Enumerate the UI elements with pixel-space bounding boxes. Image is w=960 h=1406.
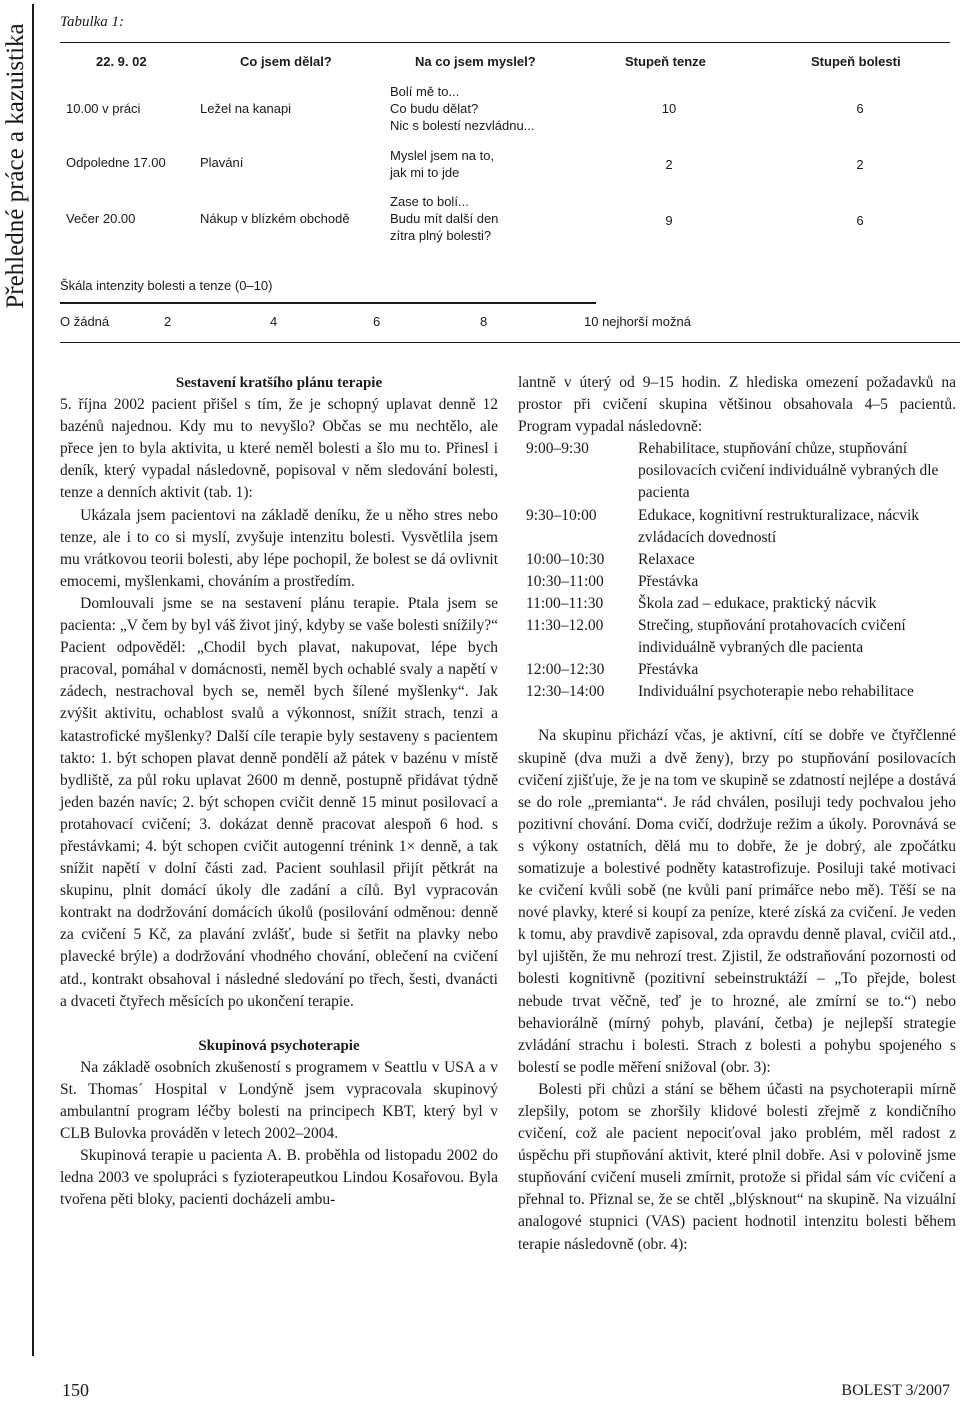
table-cell-tension: 2 xyxy=(665,157,673,172)
list-item xyxy=(518,438,956,504)
journal-name: BOLEST 3/2007 xyxy=(841,1382,950,1399)
table-header-activity: Co jsem dělal? xyxy=(240,54,332,69)
schedule-time: 12:00–12:30 xyxy=(526,661,605,679)
table-cell-pain: 6 xyxy=(856,213,864,228)
left-column xyxy=(60,372,498,1211)
list-item xyxy=(518,681,956,703)
table-cell-pain: 6 xyxy=(856,101,864,116)
section-heading: Skupinová psychoterapie xyxy=(198,1037,360,1054)
list-item xyxy=(518,571,956,593)
scale-tick: 6 xyxy=(373,314,381,329)
section-label-text: Přehledné práce a kazuistika xyxy=(2,23,29,309)
table-cell-pain: 2 xyxy=(856,157,864,172)
schedule-desc: Individuální psychoterapie nebo rehabilitace xyxy=(638,683,914,701)
paragraph: Na skupinu přichází včas, je aktivní, cítí se dobře ve čtyřčlenné skupině (dva muži a dvě ženy), brzy po stupňování posilovacích cvičení zjišťuje, že je na tom ve skupině se zdatností nejlépe a dostává se do role „premianta“. Je rád chválen, posiluji tedy pochvalou jeho pozitivní chování. Doma cvičí, dodržuje režim a úkoly. Porovnává se s výkony ostatních, dělá mu to dobře, že je dobrý, ale zpočátku somatizuje a bolestivé podněty katastrofizuje. Posiluji také motivaci ke cvičení kvůli sobě (ne kvůli paní primářce nebo mě). Těší se na nové plavky, které si koupí za peníze, které získá za cvičení. Je veden k tomu, aby pravdivě zapisoval, zda opravdu denně plaval, cvičil atd., byl ujištěn, že mu nehrozí trest. Zjistil, že odstraňování pozornosti od bolesti kognitivně (pozitivní sebeinstruktáží – „To přejde, bolest nebude trvat věčně, teď je to hrozné, ale zmírní se to.“) nebo behaviorálně (mírný pohyb, plavání, četba) je nejlepší strategie zvládání strachu i bolesti. Strach z bolesti a pohybu spojeného s bolestí se podle měření snižoval (obr. 3): xyxy=(518,727,956,1076)
scale-tick: 8 xyxy=(480,314,488,329)
paragraph: Ukázala jsem pacientovi na základě deníku, že u něho stres nebo tenze, ale i to co si myslí, zvyšuje intenzitu bolesti. Vysvětlila jsem mu vrátkovou teorii bolesti, aby lépe pochopil, že bolest se dá ovlivnit emocemi, myšlenkami, chováním a prostředím. xyxy=(60,506,498,590)
table-header-pain: Stupeň bolesti xyxy=(811,54,901,69)
scale-line xyxy=(60,302,596,304)
schedule-time: 12:30–14:00 xyxy=(526,683,605,701)
table-cell-activity: Nákup v blízkém obchodě xyxy=(200,211,350,226)
sidebar-rule xyxy=(32,4,34,1356)
table-cell-thought: Bolí mě to... Co budu dělat? Nic s bolestí nezvládnu... xyxy=(390,84,535,133)
list-item xyxy=(518,593,956,615)
scale-tick: 4 xyxy=(270,314,278,329)
list-item xyxy=(518,549,956,571)
paragraph: lantně v úterý od 9–15 hodin. Z hlediska omezení požadavků na prostor při cvičení skupina většinou obsahovala 4–5 pacientů. Program vypadal následovně: xyxy=(518,374,956,436)
paragraph: Bolesti při chůzi a stání se během účasti na psychoterapii mírně zlepšily, potom se zhoršily klidové bolesti zřejmě z kondičního cvičení, což ale pacient nepociťoval jako problém, měl radost z úspěchu při stupňování aktivit, které plnil dobře. Asi v polovině jsme stupňování cvičení museli zmírnit, protože si přidal sám víc cvičení a přehnal to. Přiznal se, že se chtěl „blýsknout“ na skupině. Na vizuální analogové stupnici (VAS) pacient hodnotil intenzitu bolesti během terapie následovně (obr. 4): xyxy=(518,1080,956,1253)
list-item xyxy=(518,615,956,659)
paragraph: Na základě osobních zkušeností s programem v Seattlu v USA a v St. Thomas´ Hospital v Londýně jsem vypracovala skupinový ambulantní program léčby bolesti na principech KBT, který byl v CLB Bulovka prováděn v letech 2002–2004. xyxy=(60,1058,498,1143)
table-cell-activity: Plavání xyxy=(200,155,244,170)
table-cell-thought: Zase to bolí... Budu mít další den zítra plný bolesti? xyxy=(390,194,499,243)
paragraph: Domlouvali jsme se na sestavení plánu terapie. Ptala jsem se pacienta: „V čem by byl váš život jiný, kdyby se vaše bolesti snížily?“ Pacient odpověděl: „Chodil bych plavat, nakupovat, lépe bych pracoval, pomáhal v domácnosti, neměl bych ochablé svaly a napětí v zádech, nestrachoval bych se, neměl bych šílené myšlenky“. Jak zvýšit aktivitu, ochablost svalů a výkonnost, snížit strach, tenzi a katastrofické myšlenky? Další cíle terapie byly sestaveny s pacientem takto: 1. být schopen plavat denně pondělí až pátek v bazénu v místě bydliště, za půl roku uplavat 2600 m denně, postupně přidávat týdně jeden bazén navíc; 2. být schopen cvičit denně 15 minut posilovací a protahovací cvičení; 3. dokázat denně pracovat alespoň 6 hod. s přestávkami; 4. být schopen cvičit autogenní trénink 1× denně, a tak snížit napětí v dolní části zad. Pacient souhlasil přijít pětkrát na skupinu, plnit domácí úkoly dle zadání a cílů. Byl vypracován kontrakt na dodržování domácích úkolů (posilování odměnou: denně za cvičení 5 Kč, za plavání zvlášť, bude si šetřit na plavky nebo plavecké brýle) a dodržování vhodného chování, oblečení na cvičení atd., kontrakt obsahoval i následné sledování po třech, šesti, dvanácti a dvaceti čtyřech měsících po ukončení terapie. xyxy=(60,594,498,1010)
table-caption: Tabulka 1: xyxy=(60,14,125,30)
scale-title: Škála intenzity bolesti a tenze (0–10) xyxy=(60,278,273,293)
scale-tick: O žádná xyxy=(60,314,110,329)
table-cell-time: 10.00 v práci xyxy=(66,101,141,116)
list-item xyxy=(518,659,956,681)
table-header-date: 22. 9. 02 xyxy=(96,54,147,69)
scale-tick: 2 xyxy=(164,314,172,329)
schedule-desc: Přestávka xyxy=(638,661,699,679)
table-header-thought: Na co jsem myslel? xyxy=(415,54,536,69)
table-cell-tension: 9 xyxy=(665,213,673,228)
schedule-desc: Strečing, stupňování protahovacích cvičení individuálně vybraných dle pacienta xyxy=(638,617,906,657)
table-cell-activity: Ležel na kanapi xyxy=(200,101,292,116)
table-cell-tension: 10 xyxy=(661,101,677,116)
schedule-time: 9:00–9:30 xyxy=(526,440,589,458)
paragraph: Skupinová terapie u pacienta A. B. proběhla od listopadu 2002 do ledna 2003 ve spolupráci s fyzioterapeutkou Lindou Kosařovou. Byla tvořena pěti bloky, pacienti docházeli ambu- xyxy=(60,1147,498,1209)
paragraph: 5. října 2002 pacient přišel s tím, že je schopný uplavat denně 12 bazénů najednou. Kdy mu to nevyšlo? Občas se mu nechtělo, ale přece jen to byla aktivita, u které neměl bolesti a šlo mu to. Přinesl i deník, který vypadal následovně, popisoval v něm sledování bolesti, tenze a denních aktivit (tab. 1): xyxy=(60,396,498,502)
schedule-time: 9:30–10:00 xyxy=(526,506,597,524)
page-number: 150 xyxy=(62,1380,89,1400)
table-top-rule xyxy=(60,42,950,43)
section-divider xyxy=(60,342,960,343)
schedule-time: 10:30–11:00 xyxy=(526,572,604,590)
schedule-desc: Relaxace xyxy=(638,550,695,568)
schedule-time: 10:00–10:30 xyxy=(526,550,605,568)
list-item xyxy=(518,505,956,549)
schedule-desc: Rehabilitace, stupňování chůze, stupňování posilovacích cvičení individuálně vybraných dle pacienta xyxy=(638,440,939,502)
schedule-list xyxy=(518,438,956,703)
table-header-tension: Stupeň tenze xyxy=(625,54,706,69)
section-heading: Sestavení kratšího plánu terapie xyxy=(175,375,383,391)
scale-tick: 10 nejhorší možná xyxy=(584,314,691,329)
table-cell-time: Odpoledne 17.00 xyxy=(66,155,166,170)
schedule-time: 11:00–11:30 xyxy=(526,594,604,612)
schedule-time: 11:30–12.00 xyxy=(526,617,604,635)
section-label xyxy=(0,0,32,332)
schedule-desc: Škola zad – edukace, praktický nácvik xyxy=(638,594,877,612)
schedule-desc: Přestávka xyxy=(638,572,699,590)
right-column xyxy=(518,372,956,1256)
schedule-desc: Edukace, kognitivní restrukturalizace, nácvik zvládacích dovedností xyxy=(638,506,920,546)
table-cell-time: Večer 20.00 xyxy=(66,211,136,226)
table-cell-thought: Myslel jsem na to, jak mi to jde xyxy=(390,148,495,180)
